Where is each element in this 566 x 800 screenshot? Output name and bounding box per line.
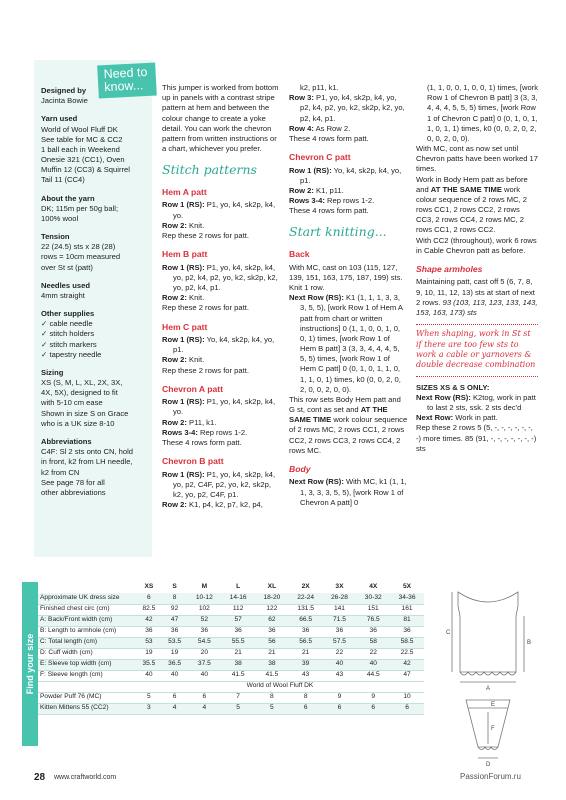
table-cell: 6: [162, 692, 188, 703]
hem-c-row2: Row 2: Knit.: [162, 355, 205, 365]
table-cell: 6: [187, 692, 221, 703]
back-row-sets: This row sets Body Hem patt and G st, cont as set and AT THE SAME TIME work colour sequence of 2 rows MC, 2 rows CC1, 2 rows CC2, 2 rows CC3, 2 rows CC4, 2 rows MC.: [289, 394, 408, 455]
sidebar-line: Jacinta Bowie: [41, 96, 88, 106]
table-cell: 40: [162, 670, 188, 681]
table-cell: 22: [323, 648, 357, 659]
table-cell: 18-20: [255, 593, 289, 604]
chevron-c-title: Chevron C patt: [289, 152, 351, 163]
table-cell: 7: [221, 692, 255, 703]
body-next-row: Next Row (RS): With MC, k1 (1, 1, 1, 3, 3, 3, 5, 5), [work Row 1 of Chevron A patt] 0: [289, 477, 407, 507]
sidebar-line: See table for MC & CC2: [41, 134, 123, 144]
table-cell: 5: [136, 692, 162, 703]
size-header: S: [172, 583, 177, 591]
table-cell: 47: [390, 670, 424, 681]
table-row: [38, 604, 424, 615]
table-cell: 131.5: [289, 604, 323, 615]
back-title: Back: [289, 249, 310, 260]
sizes-next-row: Next Row (RS): K2tog, work in patt to last 2 sts, ssk. 2 sts dec'd: [416, 392, 536, 413]
size-header: 2X: [301, 583, 310, 591]
sidebar-section-title: Needles used: [41, 280, 90, 290]
size-header: [38, 582, 136, 593]
table-cell: 102: [187, 604, 221, 615]
table-row: [38, 626, 424, 637]
column-2: [289, 83, 408, 508]
size-header: XS: [144, 583, 154, 591]
table-cell: 22.5: [390, 648, 424, 659]
chevron-c-rows34: Rows 3-4: Rep rows 1-2.: [289, 196, 375, 206]
table-cell: 36: [255, 626, 289, 637]
row-label: C: Total length (cm): [38, 637, 136, 648]
table-cell: 62: [255, 615, 289, 626]
table-cell: 3: [136, 703, 162, 714]
column-3: [416, 83, 538, 454]
table-cell: 122: [255, 604, 289, 615]
body-outline: [458, 592, 518, 672]
sidebar-section-title: Other supplies: [41, 309, 95, 319]
table-cell: 82.5: [136, 604, 162, 615]
table-cell: 21: [221, 648, 255, 659]
table-row: [38, 703, 424, 714]
table-cell: 43: [289, 670, 323, 681]
need-to-know-tag: Need to know...: [97, 63, 157, 99]
table-cell: 35.5: [136, 659, 162, 670]
label-d: D: [486, 762, 491, 768]
table-cell: 6: [136, 593, 162, 604]
sizes-repeat: Rep these 2 rows 5 (5, -, -, -, -, -, -, -) more times. 85 (91, -, -, -, -, -, -, -) sts: [416, 423, 537, 453]
body-cont-set: With MC, cont as now set until Chevron patts have been worked 17 times.: [416, 144, 539, 174]
table-cell: 22: [356, 648, 390, 659]
size-header: M: [201, 583, 208, 591]
table-cell: 36: [323, 626, 357, 637]
label-c: C: [446, 630, 451, 636]
table-cell: 6: [323, 703, 357, 714]
hem-a-repeat: Rep these 2 rows for patt.: [162, 230, 249, 240]
hem-a-row2: Row 2: Knit.: [162, 220, 205, 230]
table-cell: 40: [187, 670, 221, 681]
size-header: 4X: [369, 583, 378, 591]
sidebar-line: C4F: Sl 2 sts onto CN, hold: [41, 447, 134, 457]
hem-b-title: Hem B patt: [162, 249, 208, 260]
table-cell: 6: [356, 703, 390, 714]
size-header: L: [236, 583, 241, 591]
hem-scallops: [460, 672, 516, 675]
hem-c-row1: Row 1 (RS): Yo, k4, sk2p, k4, yo, p1.: [162, 335, 275, 355]
chevron-b-row2: Row 2: K1, p4, k2, p7, k2, p4,: [162, 500, 263, 510]
table-cell: 53: [136, 637, 162, 648]
sidebar-line: other abbreviations: [41, 487, 106, 497]
row-label: Approximate UK dress size: [38, 593, 136, 604]
table-row: [38, 659, 424, 670]
table-cell: 36: [356, 626, 390, 637]
table-cell: 8: [255, 692, 289, 703]
back-next-row: Next Row (RS): K1 (1, 1, 1, 3, 3, 3, 5, 5), [work Row 1 of Hem A patt from chart or written instructions] 0 (1, 1, 0, 0, 1, 0, 0, 1) times, [work Row 1 of Hem B patt] 3 (3, 3, 4, 4, 4, 5, 5, 5) times, [work Row 1 of Hem C patt] 0 (0, 1, 0, 1, 1, 0, 1, 1, 0, 1) times, k0 (0, 0, 2, 0, 2, 0, 0, 2, 0, 0).: [289, 293, 403, 394]
sidebar-line: who is a UK size 8-10: [41, 418, 115, 428]
row-label: E: Sleeve top width (cm): [38, 659, 136, 670]
sidebar-line: World of Wool Fluff DK: [41, 124, 118, 134]
sidebar-line: rows = 10cm measured: [41, 252, 121, 262]
stitch-patterns-heading: Stitch patterns: [162, 162, 257, 178]
sidebar-line: 1 ball each in Weekend: [41, 144, 120, 154]
sidebar-line: DK; 115m per 50g ball;: [41, 203, 119, 213]
table-cell: 92: [162, 604, 188, 615]
find-your-size-tab: Find your size: [22, 582, 38, 746]
shape-armholes-title: Shape armholes: [416, 263, 483, 274]
sidebar-section-title: About the yarn: [41, 193, 95, 203]
sidebar-section-title: Yarn used: [41, 114, 78, 124]
table-cell: 151: [356, 604, 390, 615]
sidebar-line: ✓ stitch markers: [41, 339, 97, 349]
table-cell: 71.5: [323, 615, 357, 626]
table-cell: 112: [221, 604, 255, 615]
table-cell: 40: [323, 659, 357, 670]
table-row: [38, 670, 424, 681]
sidebar-line: Onesie 321 (CC1), Oven: [41, 155, 125, 165]
label-e: E: [491, 702, 496, 708]
table-cell: 38: [255, 659, 289, 670]
back-cast-on: With MC, cast on 103 (115, 127, 139, 151, 163, 175, 187, 199) sts.: [289, 262, 403, 282]
sidebar-line: over St st (patt): [41, 262, 93, 272]
sidebar-line: Shown in size S on Grace: [41, 408, 129, 418]
site-url[interactable]: www.craftworld.com: [54, 774, 117, 781]
table-cell: 8: [289, 692, 323, 703]
table-cell: 55.5: [221, 637, 255, 648]
chevron-b-title: Chevron B patt: [162, 456, 224, 467]
table-cell: 41.5: [221, 670, 255, 681]
sidebar-line: ✓ tapestry needle: [41, 349, 102, 359]
table-row: [38, 615, 424, 626]
sidebar-line: ✓ stitch holders: [41, 329, 95, 339]
table-cell: 66.5: [289, 615, 323, 626]
table-cell: 58: [356, 637, 390, 648]
table-cell: 5: [255, 703, 289, 714]
table-cell: 6: [289, 703, 323, 714]
table-cell: 36: [162, 626, 188, 637]
table-cell: 53.5: [162, 637, 188, 648]
back-knit-row: Knit 1 row.: [289, 283, 325, 293]
table-cell: 38: [221, 659, 255, 670]
body-next-row-cont: (1, 1, 0, 0, 1, 0, 0, 1) times, [work Row 1 of Chevron B patt] 3 (3, 3, 4, 4, 4, 5, 5, 5) times, [work Row 1 of Chevron C patt] 0 (0, 1, 0, 1, 1, 0, 1, 1) times, k0 (0, 0, 2, 0, 2, 0, 0, 2, 0, 0).: [427, 83, 538, 143]
table-cell: 56: [255, 637, 289, 648]
row-label: B: Length to armhole (cm): [38, 626, 136, 637]
table-cell: 14-16: [221, 593, 255, 604]
table-cell: 41.5: [255, 670, 289, 681]
table-cell: 20: [187, 648, 221, 659]
table-cell: 22-24: [289, 593, 323, 604]
hem-b-repeat: Rep these 2 rows for patt.: [162, 303, 249, 313]
table-cell: 36: [187, 626, 221, 637]
shaping-note: When shaping, work in St st if there are too few sts to work a cable or yarnovers & double decrease combination: [416, 324, 538, 377]
table-cell: 30-32: [356, 593, 390, 604]
shape-armholes-text: Maintaining patt, cast off 5 (6, 7, 8, 9, 10, 11, 12, 13) sts at start of next 2 rows. 93 (103, 113, 123, 133, 143, 153, 163, 173) sts: [416, 277, 538, 317]
sidebar-line: k2 from CN: [41, 467, 80, 477]
table-row: [38, 648, 424, 659]
hem-b-row1: Row 1 (RS): P1, yo, k4, sk2p, k4, yo, p2, k4, p2, yo, k2, sk2p, k2, yo, p2, k4, p1.: [162, 262, 278, 293]
table-cell: 4: [187, 703, 221, 714]
sizes-xs-s-title: SIZES XS & S ONLY:: [416, 382, 490, 392]
table-cell: 57: [221, 615, 255, 626]
size-header: 3X: [335, 583, 344, 591]
sidebar-line: with 5-10 cm ease: [41, 398, 103, 408]
hem-a-row1: Row 1 (RS): P1, yo, k4, sk2p, k4, yo.: [162, 200, 276, 220]
hem-a-title: Hem A patt: [162, 186, 207, 197]
sidebar-line: 4mm straight: [41, 290, 85, 300]
intro-text: This jumper is worked from bottom up in panels with a contrast stripe pattern at hem and between the colour change to create a yoke detail. You can work the chevron pattern from written instructions or a chart, whichever you prefer.: [162, 83, 279, 154]
table-cell: 76.5: [356, 615, 390, 626]
body-title: Body: [289, 463, 311, 474]
table-row: [38, 593, 424, 604]
table-cell: 47: [162, 615, 188, 626]
table-cell: 39: [289, 659, 323, 670]
sizes-next-row-2: Next Row: Work in patt.: [416, 413, 498, 423]
chevron-b-row1: Row 1 (RS): P1, yo, k4, sk2p, k4, yo, p2, C4F, p2, yo, k2, sk2p, k2, yo, p2, C4F, p1.: [162, 469, 276, 499]
table-cell: 37.5: [187, 659, 221, 670]
chevron-a-repeat: These 4 rows form patt.: [162, 437, 242, 447]
table-cell: 19: [162, 648, 188, 659]
table-cell: 54.5: [187, 637, 221, 648]
chevron-c-row2: Row 2: K1, p11.: [289, 185, 344, 195]
body-hem-patt: Work in Body Hem patt as before and AT THE SAME TIME work colour sequence of 2 rows MC, 2 rows CC1, 2 rows CC2, 2 rows CC3, 2 rows CC4, 2 rows MC, 2 rows CC1, 2 rows CC2.: [416, 174, 528, 235]
sidebar-line: ✓ cable needle: [41, 319, 93, 329]
row-label: Kitten Mittens 55 (CC2): [38, 703, 136, 714]
page-number: 28: [34, 772, 46, 783]
yarn-heading-row: [38, 681, 424, 692]
table-cell: 36.5: [162, 659, 188, 670]
table-cell: 36: [136, 626, 162, 637]
label-f: F: [491, 726, 495, 732]
chevron-a-row2: Row 2: P11, k1.: [162, 417, 217, 427]
body-cc2-rows: With CC2 (throughout), work 6 rows in Cable Chevron patt as before.: [416, 235, 537, 255]
label-b: B: [527, 640, 532, 646]
table-row: [38, 637, 424, 648]
table-cell: 10-12: [187, 593, 221, 604]
chevron-b-row2-cont: k2, p11, k1.: [300, 83, 339, 92]
chevron-a-rows34: Rows 3-4: Rep rows 1-2.: [162, 427, 248, 437]
chevron-c-row1: Row 1 (RS): Yo, k4, sk2p, k4, yo, p1.: [289, 165, 402, 185]
sidebar-line: 100% wool: [41, 213, 79, 223]
sidebar-section-title: Abbreviations: [41, 436, 92, 446]
row-label: F: Sleeve length (cm): [38, 670, 136, 681]
yarn-heading: World of Wool Fluff DK: [136, 681, 424, 692]
sidebar-section-title: Sizing: [41, 367, 64, 377]
row-label: D: Cuff width (cm): [38, 648, 136, 659]
table-cell: 4: [162, 703, 188, 714]
row-label: Powder Puff 76 (MC): [38, 692, 136, 703]
sidebar-line: in front, k2 from LH needle,: [41, 457, 133, 467]
need-to-know-panel: [34, 60, 152, 557]
garment-schematic: [428, 582, 548, 772]
hem-c-title: Hem C patt: [162, 321, 208, 332]
hem-b-row2: Row 2: Knit.: [162, 293, 205, 303]
table-cell: 44.5: [356, 670, 390, 681]
chevron-b-repeat: These 4 rows form patt.: [289, 133, 369, 143]
table-cell: 21: [289, 648, 323, 659]
table-cell: 9: [356, 692, 390, 703]
column-1: [162, 83, 283, 510]
table-cell: 57.5: [323, 637, 357, 648]
table-cell: 42: [390, 659, 424, 670]
chevron-b-row3: Row 3: P1, yo, k4, sk2p, k4, yo, p2, k4, p2, yo, k2, sk2p, k2, yo, p2, k4, p1.: [289, 93, 405, 123]
chevron-c-repeat: These 4 rows form patt.: [289, 206, 369, 216]
row-label: A: Back/Front width (cm): [38, 615, 136, 626]
size-header: 5X: [403, 583, 412, 591]
chevron-a-title: Chevron A patt: [162, 383, 223, 394]
table-cell: 34-36: [390, 593, 424, 604]
sidebar-section-title: Tension: [41, 232, 70, 242]
table-cell: 26-28: [323, 593, 357, 604]
table-cell: 141: [323, 604, 357, 615]
size-header: XL: [267, 583, 277, 591]
label-a: A: [486, 686, 491, 692]
sidebar-line: 22 (24.5) sts x 28 (28): [41, 242, 116, 252]
table-cell: 10: [390, 692, 424, 703]
sidebar-section-title: Designed by: [41, 86, 87, 95]
table-row: [38, 692, 424, 703]
watermark: PassionForum.ru: [460, 772, 521, 781]
table-cell: 56.5: [289, 637, 323, 648]
table-cell: 52: [187, 615, 221, 626]
table-cell: 8: [162, 593, 188, 604]
table-cell: 5: [221, 703, 255, 714]
chevron-a-row1: Row 1 (RS): P1, yo, k4, sk2p, k4, yo.: [162, 397, 276, 417]
table-cell: 43: [323, 670, 357, 681]
spacer-cell: [38, 681, 136, 692]
row-label: Finished chest circ (cm): [38, 604, 136, 615]
sidebar-line: See page 78 for all: [41, 477, 105, 487]
table-cell: 40: [356, 659, 390, 670]
sidebar-line: Muffin 12 (CC3) & Squirrel: [41, 165, 130, 175]
table-cell: 42: [136, 615, 162, 626]
table-cell: 6: [390, 703, 424, 714]
sidebar-line: 4X, 5X), designed to fit: [41, 388, 118, 398]
table-cell: 19: [136, 648, 162, 659]
table-cell: 40: [136, 670, 162, 681]
table-cell: 36: [221, 626, 255, 637]
chevron-b-row4: Row 4: As Row 2.: [289, 123, 351, 133]
sidebar-line: XS (S, M, L, XL, 2X, 3X,: [41, 378, 123, 388]
table-cell: 21: [255, 648, 289, 659]
sidebar-line: Tail 11 (CC4): [41, 175, 85, 185]
hem-c-repeat: Rep these 2 rows for patt.: [162, 365, 249, 375]
table-cell: 36: [289, 626, 323, 637]
size-table: [38, 582, 424, 715]
table-cell: 58.5: [390, 637, 424, 648]
start-knitting-heading: Start knitting...: [289, 224, 387, 240]
table-cell: 9: [323, 692, 357, 703]
table-cell: 81: [390, 615, 424, 626]
table-cell: 161: [390, 604, 424, 615]
table-cell: 36: [390, 626, 424, 637]
